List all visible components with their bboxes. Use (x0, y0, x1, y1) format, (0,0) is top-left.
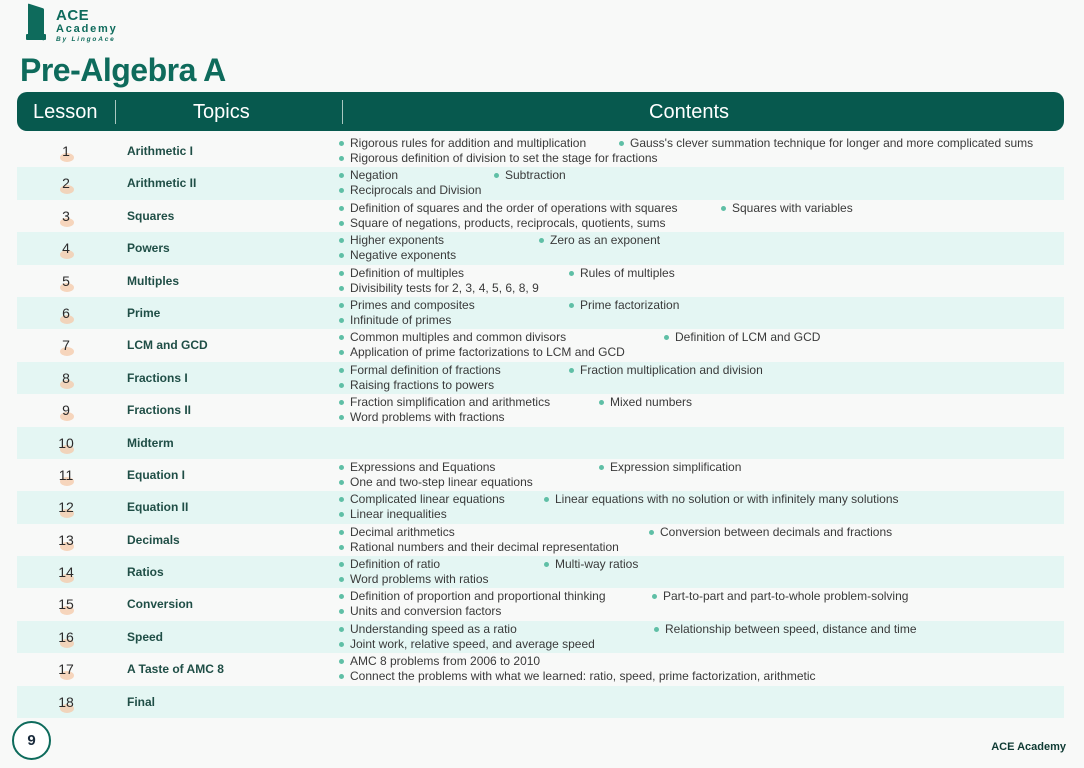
table-row (17, 265, 1064, 297)
content-bullet-item: Expressions and Equations (338, 461, 598, 474)
content-bullet-item: Definition of squares and the order of operations with squares (338, 202, 720, 215)
table-row (17, 491, 1064, 523)
lesson-topic: Conversion (127, 597, 194, 612)
content-bullet-item: Decimal arithmetics (338, 526, 648, 539)
table-row (17, 329, 1064, 361)
lesson-topic: Speed (127, 629, 164, 644)
page-number-badge: 9 (12, 721, 51, 760)
page-title: Pre-Algebra A (20, 52, 226, 88)
lesson-number: 16 (58, 628, 74, 645)
lesson-table (17, 135, 1064, 718)
lesson-topic: LCM and GCD (127, 338, 208, 353)
table-row (17, 167, 1064, 199)
table-row (17, 135, 1064, 167)
content-bullet-item: Word problems with ratios (338, 573, 1058, 586)
lesson-number: 10 (58, 434, 74, 451)
lesson-topic: A Taste of AMC 8 (127, 662, 224, 677)
content-bullet-item: Fraction simplification and arithmetics (338, 396, 598, 409)
lesson-topic: Squares (127, 208, 175, 223)
content-bullet-item: Subtraction (493, 169, 1058, 182)
lesson-contents (338, 493, 1058, 521)
lesson-topic: Multiples (127, 273, 180, 288)
content-bullet-item: Connect the problems with what we learned: ratio, speed, prime factorization, arithmetic (338, 670, 1058, 683)
lesson-topic: Arithmetic I (127, 144, 194, 158)
content-bullet-item: Infinitude of primes (338, 314, 1058, 327)
content-bullet-item: Gauss's clever summation technique for longer and more complicated sums (618, 137, 1058, 150)
table-row (17, 200, 1064, 232)
content-bullet-item: Square of negations, products, reciprocals, quotients, sums (338, 217, 1058, 230)
content-bullet-item: Divisibility tests for 2, 3, 4, 5, 6, 8, 9 (338, 282, 1058, 295)
content-bullet-item: One and two-step linear equations (338, 476, 1058, 489)
lesson-number: 13 (58, 531, 74, 548)
lesson-number: 7 (62, 337, 70, 354)
lesson-contents (338, 655, 1058, 683)
header-contents: Contents (649, 101, 730, 123)
lesson-topic: Decimals (127, 532, 180, 547)
lesson-contents (338, 169, 1058, 197)
lesson-number: 12 (58, 499, 74, 516)
content-bullet-item: Multi-way ratios (543, 558, 1058, 571)
lesson-topic: Prime (127, 305, 161, 320)
content-bullet-item: Reciprocals and Division (338, 184, 1058, 197)
lesson-number: 3 (62, 207, 70, 224)
content-bullet-item: Rational numbers and their decimal representation (338, 541, 1058, 554)
content-bullet-item: Joint work, relative speed, and average speed (338, 638, 1058, 651)
lesson-number: 5 (62, 272, 70, 289)
lesson-contents (338, 526, 1058, 554)
lesson-number: 15 (58, 596, 74, 613)
header-divider (115, 100, 116, 124)
table-row (17, 427, 1064, 459)
lesson-contents (338, 461, 1058, 489)
content-bullet-item: Mixed numbers (598, 396, 1058, 409)
table-row (17, 362, 1064, 394)
lesson-topic: Arithmetic II (127, 176, 197, 191)
table-row (17, 621, 1064, 653)
content-bullet-item: Zero as an exponent (538, 234, 1058, 247)
lesson-contents (338, 299, 1058, 327)
table-header (17, 92, 1064, 131)
content-bullet-item: Definition of ratio (338, 558, 543, 571)
lesson-number: 2 (62, 175, 70, 192)
lesson-topic: Fractions II (127, 403, 192, 418)
lesson-number: 17 (58, 661, 74, 678)
table-row (17, 686, 1064, 718)
content-bullet-item: Expression simplification (598, 461, 1058, 474)
table-row (17, 394, 1064, 426)
lesson-topic: Equation I (127, 467, 185, 482)
content-bullet-item: Linear equations with no solution or with infinitely many solutions (543, 493, 1058, 506)
lesson-number: 18 (58, 693, 74, 710)
ace-academy-logo (26, 4, 118, 44)
table-row (17, 588, 1064, 620)
logo-line-1: ACE (56, 7, 90, 24)
lesson-number: 11 (58, 466, 74, 483)
lesson-contents (338, 202, 1058, 230)
lesson-topic: Equation II (127, 500, 189, 515)
lesson-contents (338, 267, 1058, 295)
content-bullet-item: Prime factorization (568, 299, 1058, 312)
logo-line-2: Academy (56, 23, 118, 35)
table-row (17, 459, 1064, 491)
lesson-topic: Final (127, 694, 156, 709)
lesson-topic: Fractions I (127, 370, 188, 385)
content-bullet-item: Fraction multiplication and division (568, 364, 1058, 377)
book-logo-icon (26, 4, 50, 42)
content-bullet-item: Linear inequalities (338, 508, 1058, 521)
lesson-contents (338, 364, 1058, 392)
content-bullet-item: Primes and composites (338, 299, 568, 312)
lesson-contents (338, 590, 1058, 618)
lesson-number: 9 (62, 402, 70, 419)
content-bullet-item: Negative exponents (338, 249, 1058, 262)
content-bullet-item: Part-to-part and part-to-whole problem-solving (651, 590, 1058, 603)
content-bullet-item: Common multiples and common divisors (338, 331, 663, 344)
content-bullet-item: Application of prime factorizations to LCM and GCD (338, 346, 1058, 359)
lesson-contents (338, 331, 1058, 359)
lesson-contents (338, 623, 1058, 651)
content-bullet-item: Rigorous definition of division to set the stage for fractions (338, 152, 1058, 165)
table-row (17, 653, 1064, 685)
content-bullet-item: Word problems with fractions (338, 411, 1058, 424)
lesson-number: 14 (58, 564, 74, 581)
content-bullet-item: AMC 8 problems from 2006 to 2010 (338, 655, 618, 668)
content-bullet-item: Definition of multiples (338, 267, 568, 280)
content-bullet-item: Rules of multiples (568, 267, 1058, 280)
lesson-number: 8 (62, 369, 70, 386)
content-bullet-item: Relationship between speed, distance and time (653, 623, 1058, 636)
content-bullet-item: Formal definition of fractions (338, 364, 568, 377)
table-row (17, 232, 1064, 264)
content-bullet-item: Raising fractions to powers (338, 379, 1058, 392)
footer-brand: ACE Academy (991, 741, 1066, 753)
content-bullet-item: Understanding speed as a ratio (338, 623, 653, 636)
table-row (17, 297, 1064, 329)
lesson-number: 6 (62, 304, 70, 321)
content-bullet-item: Definition of LCM and GCD (663, 331, 1058, 344)
lesson-number: 4 (62, 240, 70, 257)
lesson-contents (338, 234, 1058, 262)
lesson-number: 1 (62, 143, 70, 159)
header-lesson: Lesson (33, 101, 98, 123)
lesson-contents (338, 558, 1058, 586)
table-row (17, 556, 1064, 588)
lesson-topic: Ratios (127, 565, 164, 580)
content-bullet-item: Units and conversion factors (338, 605, 1058, 618)
content-bullet-item: Complicated linear equations (338, 493, 543, 506)
table-row (17, 524, 1064, 556)
lesson-contents (338, 137, 1058, 165)
content-bullet-item: Rigorous rules for addition and multiplication (338, 137, 618, 150)
content-bullet-item: Definition of proportion and proportional thinking (338, 590, 651, 603)
header-divider (342, 100, 343, 124)
content-bullet-item: Squares with variables (720, 202, 1058, 215)
content-bullet-item: Negation (338, 169, 493, 182)
content-bullet-item: Conversion between decimals and fractions (648, 526, 1058, 539)
content-bullet-item: Higher exponents (338, 234, 538, 247)
lesson-contents (338, 396, 1058, 424)
header-topics: Topics (193, 101, 250, 123)
logo-line-3: By LingoAce (56, 36, 116, 43)
lesson-topic: Midterm (127, 435, 174, 450)
lesson-topic: Powers (127, 241, 170, 256)
